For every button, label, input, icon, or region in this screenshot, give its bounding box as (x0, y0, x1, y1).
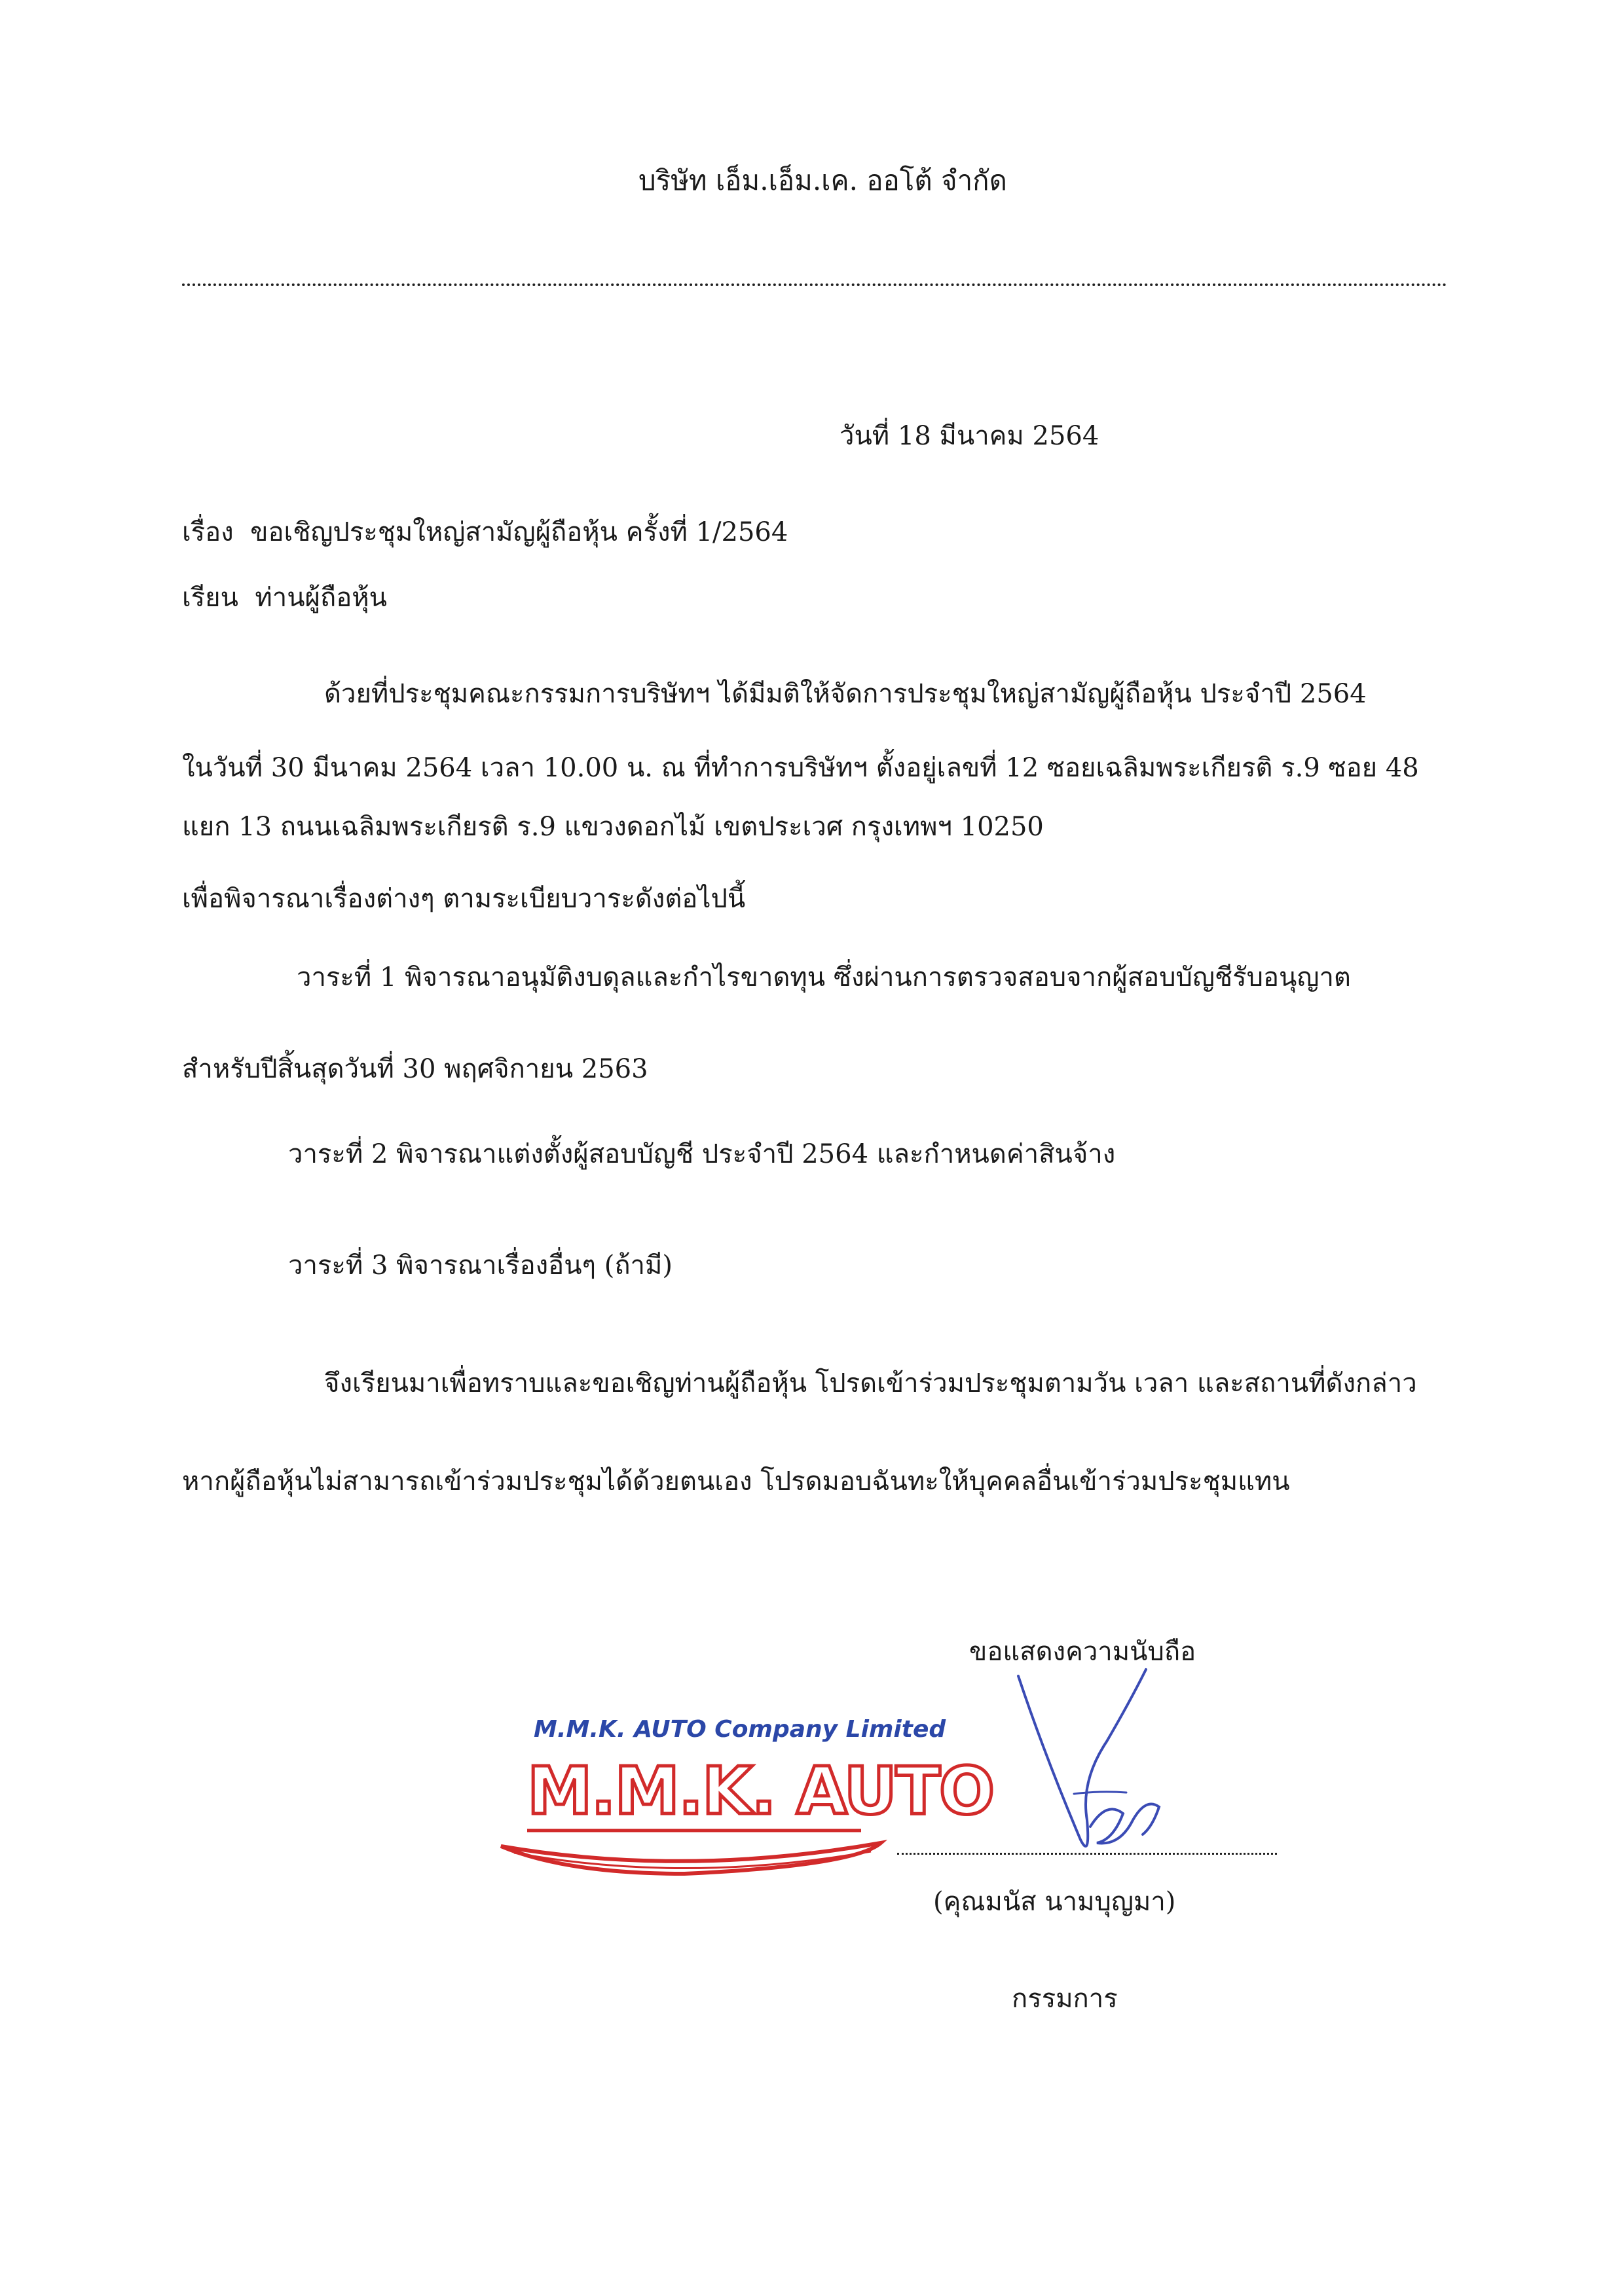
intro-line-1: ด้วยที่ประชุมคณะกรรมการบริษัทฯ ได้มีมติให้จัดการประชุมใหญ่สามัญผู้ถือหุ้น ประจำปี 2564 (324, 679, 1367, 709)
signature-dotted-line (897, 1853, 1277, 1855)
recipient-line (182, 585, 387, 611)
subject-label: เรื่อง (182, 517, 234, 547)
handwritten-signature (1008, 1663, 1179, 1879)
company-stamp (488, 1702, 994, 1892)
agenda-item-3: วาระที่ 3 พิจารณาเรื่องอื่นๆ (ถ้ามี) (288, 1250, 673, 1281)
date-line: วันที่ 18 มีนาคม 2564 (840, 421, 1099, 451)
recipient-label: เรียน (182, 583, 238, 613)
intro-line-4: เพื่อพิจารณาเรื่องต่างๆ ตามระเบียบวาระดังต่อไปนี้ (182, 884, 746, 914)
agenda-item-1-line-2: สำหรับปีสิ้นสุดวันที่ 30 พฤศจิกายน 2563 (182, 1054, 648, 1084)
signer-title: กรรมการ (1012, 1984, 1118, 2014)
subject-line (182, 519, 788, 545)
recipient-text: ท่านผู้ถือหุ้น (255, 583, 387, 613)
closing-line-2: หากผู้ถือหุ้นไม่สามารถเข้าร่วมประชุมได้ด้วยตนเอง โปรดมอบฉันทะให้บุคคลอื่นเข้าร่วมประชุมแทน (182, 1467, 1290, 1497)
stamp-company-name: M.M.K. AUTO Company Limited (534, 1716, 946, 1743)
intro-line-2: ในวันที่ 30 มีนาคม 2564 เวลา 10.00 น. ณ ที่ทำการบริษัทฯ ตั้งอยู่เลขที่ 12 ซอยเฉลิมพระเกียรติ ร.9 ซอย 48 (182, 753, 1419, 783)
agenda-item-2: วาระที่ 2 พิจารณาแต่งตั้งผู้สอบบัญชี ประจำปี 2564 และกำหนดค่าสินจ้าง (288, 1139, 1116, 1169)
subject-text: ขอเชิญประชุมใหญ่สามัญผู้ถือหุ้น ครั้งที่ 1/2564 (250, 517, 788, 547)
signer-name: (คุณมนัส นามบุญมา) (933, 1887, 1176, 1917)
salutation: ขอแสดงความนับถือ (969, 1637, 1196, 1667)
agenda-item-1-line-1: วาระที่ 1 พิจารณาอนุมัติงบดุลและกำไรขาดทุน ซึ่งผ่านการตรวจสอบจากผู้สอบบัญชีรับอนุญาต (297, 962, 1351, 993)
company-name-header: บริษัท เอ็ม.เอ็ม.เค. ออโต้ จำกัด (638, 164, 1007, 196)
stamp-logo-text: M.M.K. AUTO (527, 1753, 994, 1829)
closing-line-1: จึงเรียนมาเพื่อทราบและขอเชิญท่านผู้ถือหุ้น โปรดเข้าร่วมประชุมตามวัน เวลา และสถานที่ดังกล่าว (324, 1368, 1417, 1398)
intro-line-3: แยก 13 ถนนเฉลิมพระเกียรติ ร.9 แขวงดอกไม้ เขตประเวศ กรุงเทพฯ 10250 (182, 812, 1044, 842)
header-dotted-rule (182, 283, 1447, 286)
